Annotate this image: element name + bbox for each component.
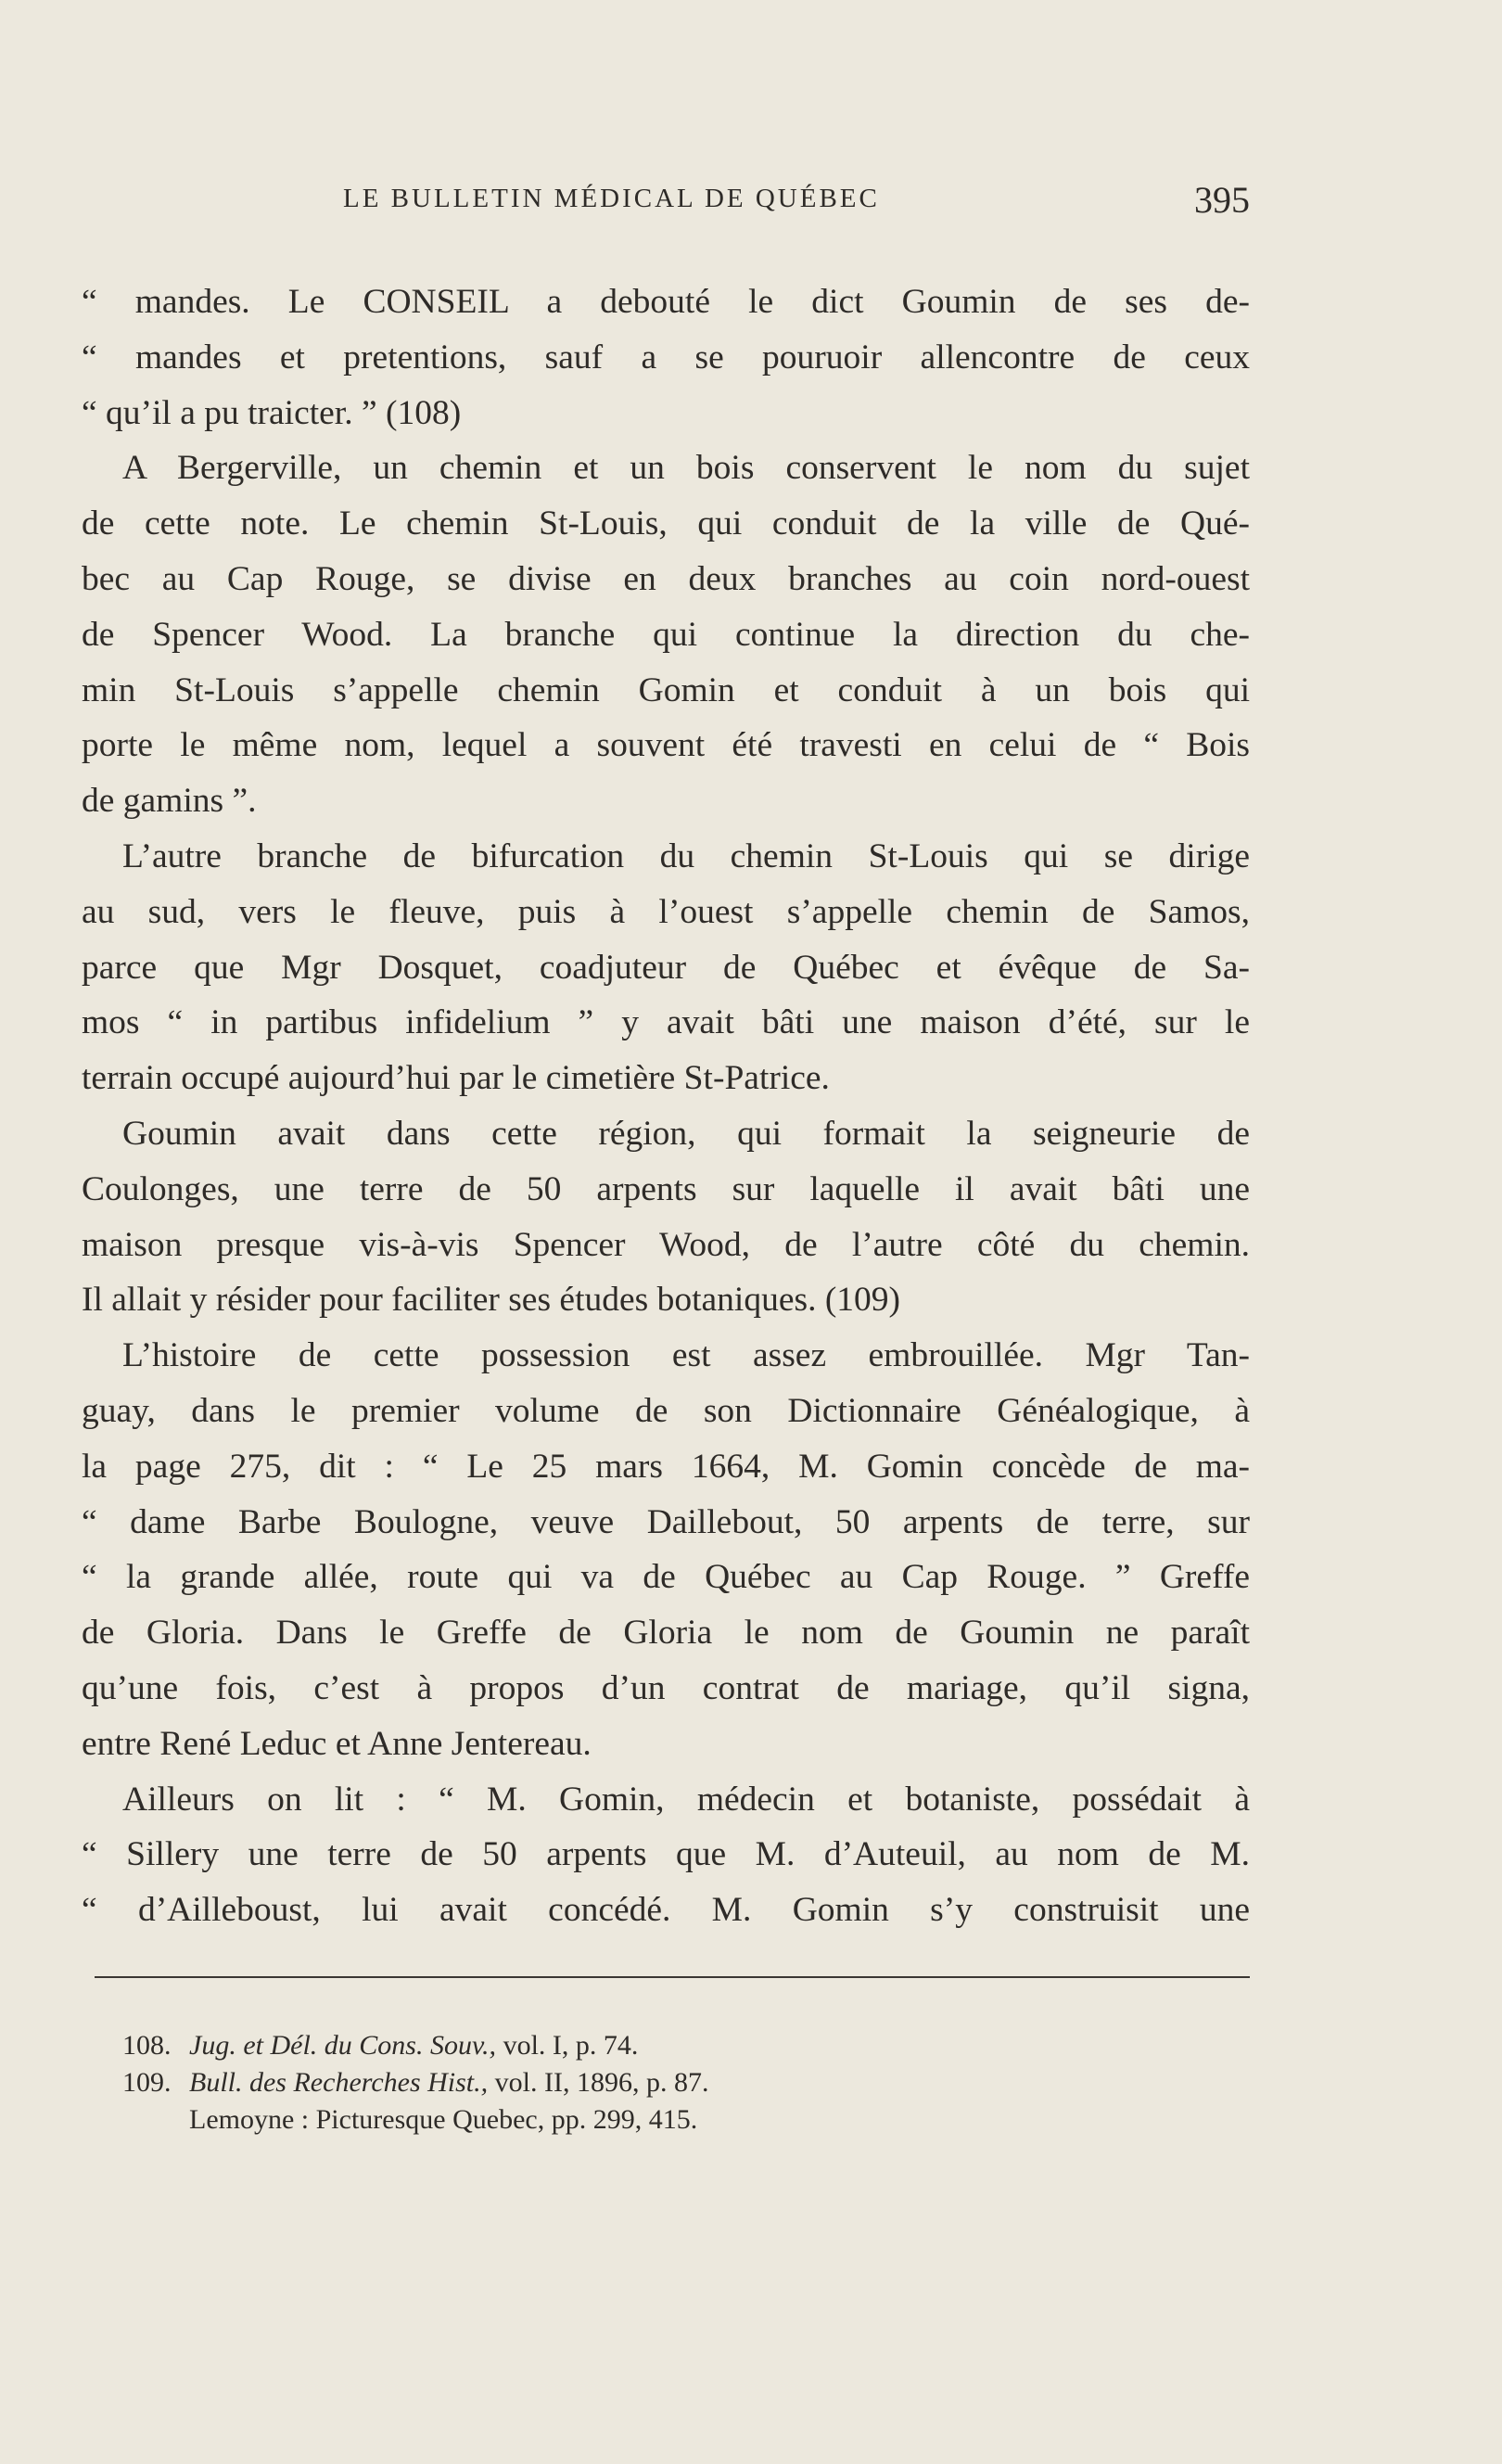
text-line: L’histoire de cette possession est assez embrouillée. Mgr Tan-	[122, 1336, 1250, 1375]
text-line: mos “ in partibus infidelium ” y avait bâti une maison d’été, sur le	[82, 1003, 1250, 1042]
text-line: bec au Cap Rouge, se divise en deux branches au coin nord-ouest	[82, 559, 1250, 598]
footnote-number: 108.	[122, 2030, 172, 2061]
text-line: “ mandes et pretentions, sauf a se pouruoir allencontre de ceux	[82, 338, 1250, 377]
text-line: Ailleurs on lit : “ M. Gomin, médecin et botaniste, possédait à	[122, 1780, 1250, 1819]
text-line: entre René Leduc et Anne Jentereau.	[82, 1724, 592, 1763]
footnote-number: 109.	[122, 2067, 172, 2098]
text-line: guay, dans le premier volume de son Dictionnaire Généalogique, à	[82, 1391, 1250, 1430]
text-line: de cette note. Le chemin St-Louis, qui conduit de la ville de Qué-	[82, 504, 1250, 543]
text-line: Coulonges, une terre de 50 arpents sur laquelle il avait bâti une	[82, 1169, 1250, 1208]
running-title: LE BULLETIN MÉDICAL DE QUÉBEC	[343, 184, 880, 213]
text-line: la page 275, dit : “ Le 25 mars 1664, M. Gomin concède de ma-	[82, 1447, 1250, 1486]
text-line: “ dame Barbe Boulogne, veuve Daillebout, 50 arpents de terre, sur	[82, 1502, 1250, 1541]
page-number: 395	[1194, 179, 1250, 221]
text-line: min St-Louis s’appelle chemin Gomin et conduit à un bois qui	[82, 670, 1250, 709]
text-line: “ Sillery une terre de 50 arpents que M. d’Auteuil, au nom de M.	[82, 1835, 1250, 1874]
body-text	[82, 274, 1250, 1938]
text-line: “ mandes. Le CONSEIL a debouté le dict Goumin de ses de-	[82, 283, 1250, 321]
footnote-reference: Bull. des Recherches Hist.,	[189, 2067, 489, 2098]
text-line: maison presque vis-à-vis Spencer Wood, de l’autre côté du chemin.	[82, 1225, 1250, 1264]
footnote	[122, 2101, 1142, 2138]
text-line: terrain occupé aujourd’hui par le cimetière St-Patrice.	[82, 1059, 830, 1098]
footnote	[122, 2064, 1142, 2101]
page-header	[82, 178, 1250, 226]
text-line: porte le même nom, lequel a souvent été travesti en celui de “ Bois	[82, 726, 1250, 765]
text-line: qu’une fois, c’est à propos d’un contrat de mariage, qu’il signa,	[82, 1668, 1250, 1707]
text-line: Il allait y résider pour faciliter ses études botaniques. (109)	[82, 1281, 901, 1320]
text-line: de gamins ”.	[82, 782, 257, 821]
text-line: “ d’Ailleboust, lui avait concédé. M. Gomin s’y construisit une	[82, 1891, 1250, 1930]
footnote	[122, 2027, 1142, 2064]
text-line: “ la grande allée, route qui va de Québec au Cap Rouge. ” Greffe	[82, 1558, 1250, 1597]
text-line: au sud, vers le fleuve, puis à l’ouest s’appelle chemin de Samos,	[82, 892, 1250, 931]
text-line: Goumin avait dans cette région, qui formait la seigneurie de	[122, 1114, 1250, 1153]
text-line: de Spencer Wood. La branche qui continue la direction du che-	[82, 615, 1250, 654]
footnote-reference: Jug. et Dél. du Cons. Souv.,	[189, 2030, 497, 2061]
text-line: de Gloria. Dans le Greffe de Gloria le nom de Goumin ne paraît	[82, 1614, 1250, 1653]
footnote-text: vol. II, 1896, p. 87.	[488, 2067, 709, 2098]
text-line: parce que Mgr Dosquet, coadjuteur de Québec et évêque de Sa-	[82, 948, 1250, 987]
text-line: A Bergerville, un chemin et un bois conservent le nom du sujet	[122, 449, 1250, 488]
text-line: “ qu’il a pu traicter. ” (108)	[82, 393, 462, 432]
footnote-text: vol. I, p. 74.	[496, 2030, 639, 2061]
text-line: L’autre branche de bifurcation du chemin St-Louis qui se dirige	[122, 836, 1250, 875]
footnotes	[122, 2027, 1142, 2138]
footnote-text: Lemoyne : Picturesque Quebec, pp. 299, 415.	[189, 2104, 698, 2135]
footnote-divider	[95, 1976, 1250, 1978]
